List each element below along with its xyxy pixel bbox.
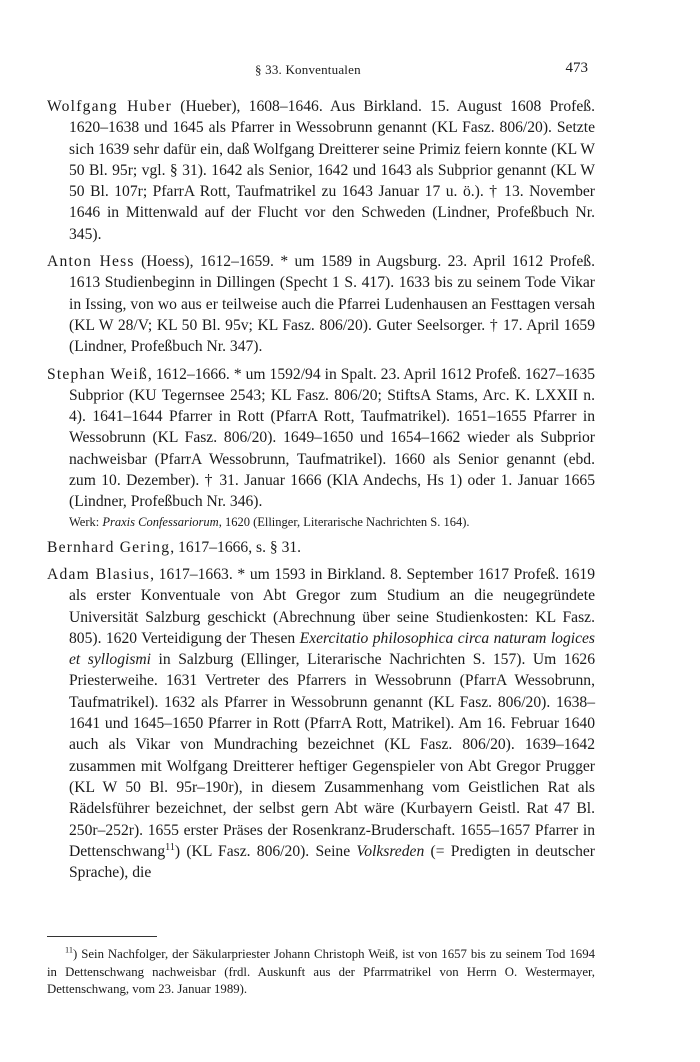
werk-citation: , 1620 (Ellinger, Literarische Nachrichten S. 164).	[218, 514, 470, 529]
entry-dates: (Hoess), 1612–1659.	[134, 253, 274, 271]
entry-adam-blasius	[47, 564, 595, 883]
entry-text: (= Predigten in deutscher Sprache), die	[69, 842, 595, 882]
werk-note	[69, 514, 595, 530]
entry-text: * um 1592/94 in Spalt. 23. April 1612 Profeß. 1627–1635 Subprior (KU Tegernsee 2543; KL Fasz. 806/20; StiftsA Stams, Arc. K. LXXII n. 4). 1641–1644 Pfarrer in Rott (PfarrA Rott, Taufmatrikel). 1651–1655 Pfarrer in Wessobrunn (KL Fasz. 806/20). 1649–1650 und 1654–1662 wieder als Subprior nachweisbar (PfarrA Wessobrunn, Taufmatrikel). 1660 als Senior genannt (ebd. zum 10. Dezember). † 31. Januar 1666 (KlA Andechs, Hs 1) oder 1. Januar 1665 (Lindner, Profeßbuch Nr. 346).	[69, 365, 595, 511]
footnote-divider	[47, 936, 157, 937]
entry-dates: , 1617–1666,	[170, 538, 253, 556]
werk-label: Werk:	[69, 514, 103, 529]
thesis-title: Exercitatio philosophica circa naturam logices et syllogismi	[69, 629, 595, 669]
work-title: Volksreden	[356, 842, 425, 860]
footnote	[47, 946, 595, 999]
footnote-number: 11	[65, 945, 74, 955]
entry-text: s. § 31.	[252, 538, 302, 556]
entry-text: * um 1593 in Birkland. 8. September 1617 Profeß. 1619 als erster Konventuale von Abt Gregor zum Studium an die neugegründete Universität Salzburg geschickt (Abrechnung über seine Studienkosten: KL Fasz. 805). 1620 Verteidigung der Thesen	[69, 565, 595, 647]
footnote-text: ) Sein Nachfolger, der Säkularpriester Johann Christoph Weiß, ist von 1657 bis zu seinem Tod 1694 in Dettenschwang nachweisbar (frdl. Auskunft aus der Pfarrmatrikel von Herrn O. Westermayer, Dettenschwang, vom 23. Januar 1989).	[47, 947, 595, 996]
werk-title: Praxis Confessariorum	[102, 514, 219, 529]
entry-name: Bernhard Gering	[47, 538, 171, 556]
entry-name: Stephan Weiß	[47, 365, 148, 383]
entry-text: in Salzburg (Ellinger, Literarische Nachrichten S. 157). Um 1626 Priesterweihe. 1631 Vertreter des Pfarrers in Wessobrunn (PfarrA Wessobrunn, Taufmatrikel). 1632 als Pfarrer in Wessobrunn genannt (KL Fasz. 806/20). 1638–1641 und 1645–1650 Pfarrer in Rott (PfarrA Rott, Matrikel). Am 16. Februar 1640 auch als Vikar von Mundraching bezeichnet (KL Fasz. 806/20). 1639–1642 zusammen mit Wolfgang Dreitterer heftiger Gegenspieler von Abt Gregor Prugger (KL W 50 Bl. 95r–190r), in diesem Zusammenhang vom Geistlichen Rat als Rädelsführer bezeichnet, der selbst gern Abt wäre (Kurbayern Geistl. Rat 47 Bl. 250r–252r). 1655 erster Präses der Rosenkranz-Bruderschaft. 1655–1657 Pfarrer in Dettenschwang	[69, 651, 595, 860]
entry-name: Adam Blasius	[47, 565, 151, 583]
entry-name: Anton Hess	[47, 253, 135, 271]
entry-bernhard-gering	[47, 537, 595, 558]
entry-dates: , 1612–1666.	[147, 365, 230, 383]
entry-dates: , 1617–1663.	[150, 565, 233, 583]
entry-text: ) (KL Fasz. 806/20). Seine	[174, 842, 357, 860]
entry-text: * um 1589 in Augsburg. 23. April 1612 Profeß. 1613 Studienbeginn in Dillingen (Specht 1 S. 417). 1633 bis zu seinem Tode Vikar in Issing, von wo aus er teilweise auch die Pfarrei Ludenhausen an Festtagen versah (KL W 28/V; KL 50 Bl. 95v; KL Fasz. 806/20). Guter Seelsorger. † 17. April 1659 (Lindner, Profeßbuch Nr. 347).	[69, 253, 595, 356]
running-header	[0, 60, 700, 80]
footnote-reference: 11	[165, 841, 175, 853]
entry-name: Wolfgang Huber	[47, 98, 173, 115]
entry-text: Aus Birkland. 15. August 1608 Profeß. 1620–1638 und 1645 als Pfarrer in Wessobrunn genannt (KL Fasz. 806/20). Setzte sich 1639 sehr dafür ein, daß Wolfgang Dreitterer seine Primiz feiern konnte (KL W 50 Bl. 95r; vgl. § 31). 1642 als Senior, 1642 und 1643 als Subprior genannt (KL W 50 Bl. 107r; PfarrA Rott, Taufmatrikel zu 1643 Januar 17 u. ö.). † 13. November 1646 in Mittenwald auf der Flucht vor den Schweden (Lindner, Profeßbuch Nr. 345).	[69, 98, 595, 243]
page-number: 473	[565, 60, 588, 76]
entry-wolfgang-huber	[47, 96, 595, 245]
entry-dates: (Hueber), 1608–1646.	[172, 98, 323, 115]
running-title: § 33. Konventualen	[255, 62, 361, 77]
entry-stephan-weiss	[47, 364, 595, 513]
body-text	[47, 96, 595, 889]
entry-anton-hess	[47, 251, 595, 357]
